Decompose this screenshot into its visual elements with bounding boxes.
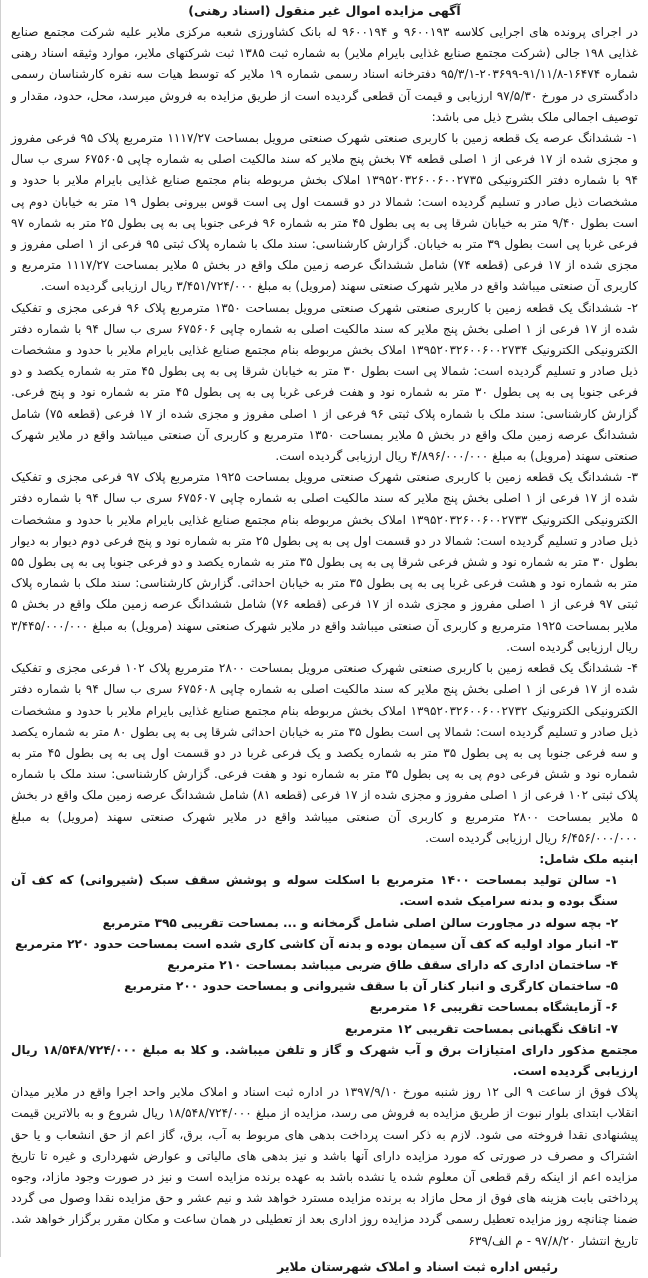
building-item-7: ۷- اتاقک نگهبانی بمساحت تقریبی ۱۲ مترمربع [344,1021,618,1036]
building-item-3: ۳- انبار مواد اولیه که کف آن سیمان بوده و بدنه آن کاشی کاری شده است بمساحت حدود ۲۲۰ مترمربع [15,936,618,951]
property-item-4: ۴- ششدانگ یک قطعه زمین با کاربری صنعتی شهرک صنعتی مرویل بمساحت ۲۸۰۰ مترمربع پلاک ۱۰۲ فرعی مجزی و تفکیک شده از ۱۷ فرعی از ۱ اصلی بخش پنج ملایر که سند مالکیت اصلی به شماره چاپی ۶۷۵۶۰۸ سری ب سال ۹۴ با شماره دفتر الکترونیکی الکترونیک ۱۳۹۵۲۰۳۲۶۰۰۶۰۰۲۷۳۲ املاک بخش مربوطه بنام مجتمع صنایع غذایی بایرام ملایر با حدود و مشخصات ذیل صادر و تسلیم گردیده است: شمالا پی است بطول ۳۵ متر به خیابان احداثی شرقا پی به پی بطول ۸۰ متر به شماره یکصد و سه فرعی جنوبا پی به پی بطول ۳۵ متر به شماره یکصد و یک فرعی غربا در دو قسمت اول پی به پی بطول ۴۵ متر به شماره نود و شش فرعی دوم پی به پی بطول ۳۵ متر به شماره نود و هفت فرعی. گزارش کارشناسی: سند ملک با شماره پلاک ثبتی ۱۰۲ فرعی از ۱ اصلی مفروز و مجزی شده از ۱۷ فرعی (قطعه ۸۱) شامل ششدانگ عرصه زمین ملک واقع در بخش ۵ ملایر بمساحت ۲۸۰۰ مترمربع و کاربری آن صنعتی میباشد واقع در ملایر شهرک صنعتی سهند (مرویل) به مبلغ ۶/۴۵۶/۰۰۰/۰۰۰ ریال ارزیابی گردیده است. [11,661,639,845]
building-item-2: ۲- بچه سوله در مجاورت سالن اصلی شامل گرمخانه و ... بمساحت تقریبی ۳۹۵ مترمربع [102,915,618,930]
building-item-5: ۵- ساختمان کارگری و انبار کنار آن با سقف شیروانی و بمساحت حدود ۲۰۰ مترمربع [124,979,618,994]
buildings-title: ابنیه ملک شامل: [539,851,638,866]
building-item-6: ۶- آزمایشگاه بمساحت تقریبی ۱۶ مترمربع [369,1000,618,1015]
notice-closing [11,1040,638,1252]
utilities-paragraph: مجتمع مذکور دارای امتیازات برق و آب شهرک و گاز و تلفن میباشد. و کلا به مبلغ ۱۸/۵۴۸/۷۲۴/۰۰۰ ریال ارزیابی گردیده است. [11,1042,638,1078]
notice-intro: در اجرای پرونده های اجرایی کلاسه ۹۶۰۰۱۹۳ و ۹۶۰۰۱۹۴ له بانک کشاورزی شعبه مرکزی ملایر علیه شرکت مجتمع صنایع غذایی ۱۹۸ جالی (شرکت مجتمع صنایع غذایی بایرام ملایر) به شماره ثبت ۱۳۸۵ ثبت شرکتهای ملایر، موارد وثیقه اسناد رهنی شماره ۱۶۴۷۴-۹۱/۱۱/۸-۲۰۳۶۹۹-۹۵/۳/۱ دفترخانه اسناد رسمی شماره ۱۹ ملایر که توسط هیات سه نفره کارشناسان رسمی دادگستری در مورخ ۹۷/۵/۳۰ ارزیابی و قیمت آن قطعی گردیده است از طریق مزایده به فروش میرسد، محل، حدود، مقدار و توصیف اجمالی ملک بشرح ذیل می باشد: [11,25,639,124]
building-item-1: ۱- سالن تولید بمساحت ۱۴۰۰ مترمربع با اسکلت سوله و پوشش سقف سبک (شیروانی) که کف آن سنگ بوده و بدنه سرامیک شده است. [11,873,618,909]
property-item-2: ۲- ششدانگ یک قطعه زمین با کاربری صنعتی شهرک صنعتی مرویل بمساحت ۱۳۵۰ مترمربع پلاک ۹۶ فرعی مجزی و تفکیک شده از ۱۷ فرعی از ۱ اصلی بخش پنج ملایر که سند مالکیت اصلی به شماره چاپی ۶۷۵۶۰۶ سری ب سال ۹۴ با شماره دفتر الکترونیکی الکترونیک ۱۳۹۵۲۰۳۲۶۰۰۶۰۰۲۷۳۴ املاک بخش مربوطه بنام مجتمع صنایع غذایی بایرام ملایر با حدود و مشخصات ذیل صادر و تسلیم گردیده است: شمالا پی است بطول ۳۰ متر به خیابان شرقا پی به پی بطول ۴۵ متر به شماره یکصد و دو فرعی جنوبا پی به پی بطول ۳۰ متر به شماره نود و هفت فرعی غربا پی به پی بطول ۴۵ متر به شماره نود و پنج فرعی. گزارش کارشناسی: سند ملک با شماره پلاک ثبتی ۹۶ فرعی از ۱ اصلی مفروز و مجزی شده از ۱۷ فرعی (قطعه ۷۵) شامل ششدانگ عرصه زمین ملک واقع در بخش ۵ ملایر بمساحت ۱۳۵۰ مترمربع و کاربری آن صنعتی میباشد واقع در ملایر شهرک صنعتی سهند (مرویل) به مبلغ ۴/۸۹۶/۰۰۰/۰۰۰ ریال ارزیابی گردیده است. [11,300,639,464]
notice-title: آگهی مزایده اموال غیر منقول (اسناد رهنی) [188,3,461,18]
building-item-4: ۴- ساختمان اداری که دارای سقف طاق ضربی میباشد بمساحت ۲۱۰ مترمربع [167,957,618,972]
notice-body [11,22,638,849]
property-item-3: ۳- ششدانگ یک قطعه زمین با کاربری صنعتی شهرک صنعتی مرویل بمساحت ۱۹۲۵ مترمربع پلاک ۹۷ فرعی مجزی و تفکیک شده از ۱۷ فرعی از ۱ اصلی بخش پنج ملایر که سند مالکیت اصلی به شماره چاپی ۶۷۵۶۰۷ سری ب سال ۹۴ با شماره دفتر الکترونیکی الکترونیک ۱۳۹۵۲۰۳۲۶۰۰۶۰۰۲۷۳۳ املاک بخش مربوطه بنام مجتمع صنایع غذایی بایرام ملایر با حدود و مشخصات ذیل صادر و تسلیم گردیده است: شمالا در دو قسمت اول پی به پی بطول ۲۵ متر به شماره نود و پنج فرعی دوم دیوار به دیوار بطول ۳۰ متر به شماره نود و شش فرعی شرقا پی به پی بطول ۳۵ متر به شماره یکصد و دو فرعی جنوبا پی به پی بطول ۵۵ متر به شماره نود و هشت فرعی غربا پی به پی بطول ۳۵ متر به خیابان احداثی. گزارش کارشناسی: سند ملک با شماره پلاک ثبتی ۹۷ فرعی از ۱ اصلی مفروز و مجزی شده از ۱۷ فرعی (قطعه ۷۶) شامل ششدانگ عرصه زمین ملک واقع در بخش ۵ ملایر بمساحت ۱۹۲۵ مترمربع و کاربری آن صنعتی میباشد واقع در ملایر شهرک صنعتی سهند (مرویل) به مبلغ ۳/۴۴۵/۰۰۰/۰۰۰ ریال ارزیابی گردیده است. [11,470,639,654]
property-item-1: ۱- ششدانگ عرصه یک قطعه زمین با کاربری صنعتی شهرک صنعتی مرویل بمساحت ۱۱۱۷/۲۷ مترمربع پلاک ۹۵ فرعی مفروز و مجزی شده از ۱۷ فرعی از ۱ اصلی قطعه ۷۴ بخش پنج ملایر که سند مالکیت اصلی به شماره چاپی ۶۷۵۶۰۵ سری ب سال ۹۴ با شماره دفتر الکترونیکی ۱۳۹۵۲۰۳۲۶۰۰۶۰۰۲۷۳۵ املاک بخش مربوطه بنام مجتمع صنایع غذایی بایرام ملایر با حدود و مشخصات ذیل صادر و تسلیم گردیده است: شمالا در دو قسمت اول پی است قوس بیرونی بطول ۱۹ متر به خیابان دوم پی است بطول ۹/۴۰ متر به خیابان شرقا پی به پی بطول ۴۵ متر به شماره ۹۶ فرعی جنوبا پی به پی بطول ۲۵ متر به شماره ۹۷ فرعی غربا پی است بطول ۳۹ متر به خیابان. گزارش کارشناسی: سند ملک با شماره پلاک ثبتی ۹۵ فرعی از ۱ اصلی مفروز و مجزی شده از ۱۷ فرعی (قطعه ۷۴) شامل ششدانگ عرصه زمین ملک واقع در بخش ۵ ملایر بمساحت ۱۱۱۷/۲۷ مترمربع و کاربری آن صنعتی میباشد واقع در ملایر شهرک صنعتی سهند (مرویل) به مبلغ ۳/۴۵۱/۷۲۴/۰۰۰ ریال ارزیابی گردیده است. [11,131,639,294]
auction-terms-paragraph: پلاک فوق از ساعت ۹ الی ۱۲ روز شنبه مورخ ۱۳۹۷/۹/۱۰ در اداره ثبت اسناد و املاک ملایر واحد اجرا واقع در ملایر میدان انقلاب ابتدای بلوار نبوت از طریق مزایده به فروش می رسد، مزایده از مبلغ ۱۸/۵۴۸/۷۲۴/۰۰۰ ریال شروع و به بالاترین قیمت پیشنهادی نقدا فروخته می شود. لازم به ذکر است پرداخت بدهی های مربوط به آب، برق، گاز اعم از حق انشعاب و یا حق اشتراک و مصرف در صورتی که مورد مزایده دارای آنها باشد و نیز بدهی های مالیاتی و عوارض شهرداری و غیره تا تاریخ مزایده اعم از اینکه رقم قطعی آن معلوم شده یا نشده باشد به عهده برنده مزایده است و نیز در صورت وجود مازاد، وجوه پرداختی بابت هزینه های فوق از محل مازاد به برنده مزایده مسترد خواهد شد و نیم عشر و حق مزایده نقدا وصول می گردد ضمنا چنانچه روز مزایده تعطیل رسمی گردد مزایده روز اداری بعد از تعطیلی در همان ساعت و مکان مقرر برگزار خواهد شد. تاریخ انتشار ۹۷/۸/۲۰ - م الف/۶۳۹ [11,1085,638,1248]
buildings-list [11,870,638,1040]
signature-line: رئیس اداره ثبت اسناد و املاک شهرستان ملایر [277,1258,558,1274]
